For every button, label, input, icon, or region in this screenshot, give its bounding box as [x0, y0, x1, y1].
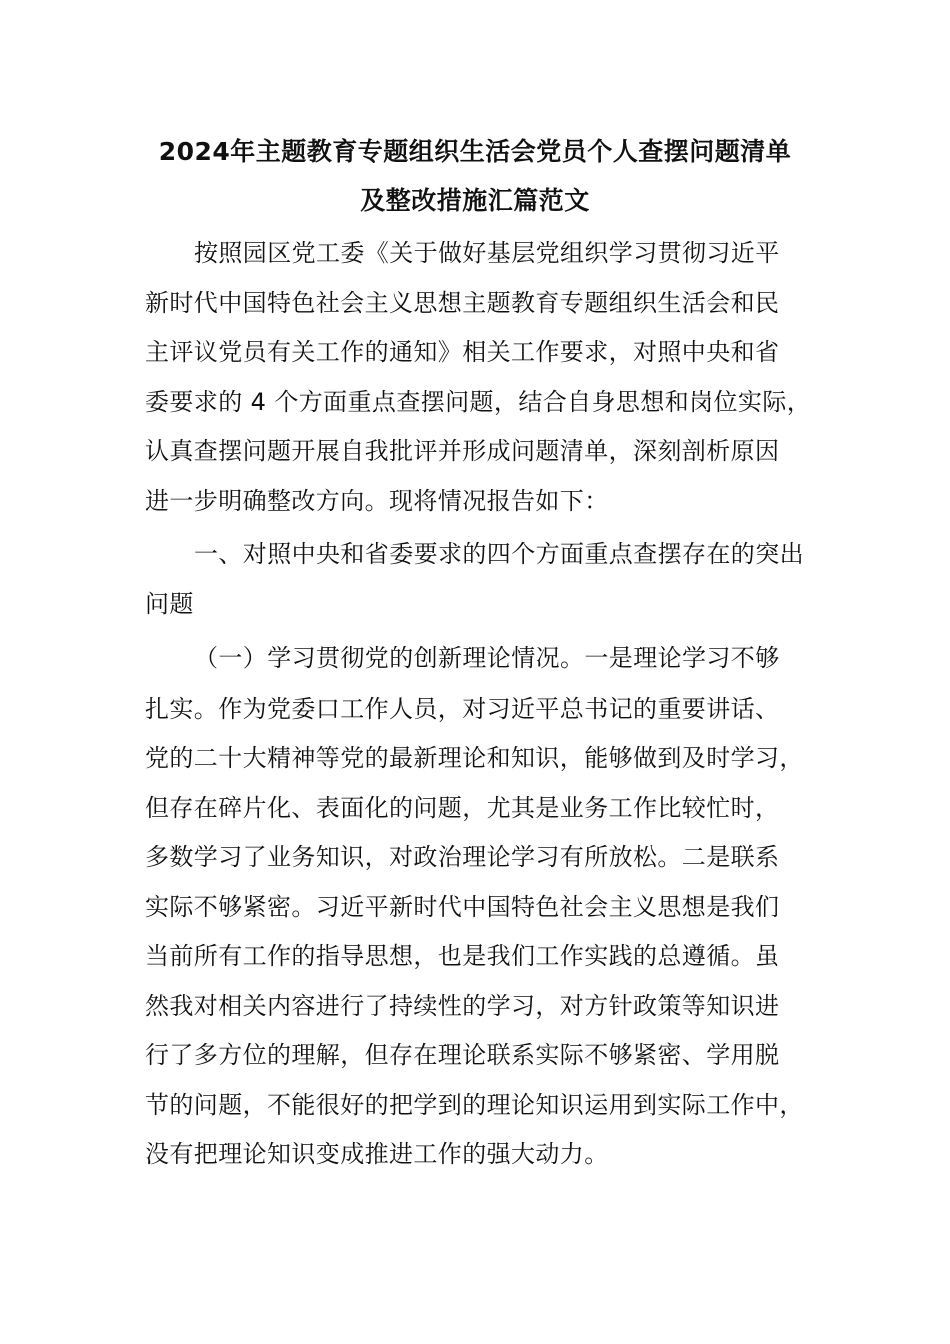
body-line-6: 进一步明确整改方向。现将情况报告如下：	[145, 487, 609, 515]
body-line-13: 当前所有工作的指导思想，也是我们工作实践的总遵循。虽	[145, 942, 780, 970]
document-title-line-1: 2024年主题教育专题组织生活会党员个人查摆问题清单	[158, 137, 792, 166]
body-line-4: 委要求的 4 个方面重点查摆问题，结合自身思想和岗位实际，	[145, 388, 812, 416]
body-line-16: 节的问题，不能很好的把学到的理论知识运用到实际工作中，	[145, 1091, 804, 1119]
body-line-17: 没有把理论知识变成推进工作的强大动力。	[145, 1140, 609, 1168]
body-line-9: 党的二十大精神等党的最新理论和知识，能够做到及时学习，	[145, 744, 804, 772]
body-line-5: 认真查摆问题开展自我批评并形成问题清单，深刻剖析原因	[145, 437, 780, 465]
body-line-15: 行了多方位的理解，但存在理论联系实际不够紧密、学用脱	[145, 1041, 780, 1069]
body-line-3: 主评议党员有关工作的通知》相关工作要求，对照中央和省	[145, 338, 780, 366]
body-line-11: 多数学习了业务知识，对政治理论学习有所放松。二是联系	[145, 843, 780, 871]
body-line-12: 实际不够紧密。习近平新时代中国特色社会主义思想是我们	[145, 893, 780, 921]
document-title-line-2: 及整改措施汇篇范文	[360, 186, 590, 215]
body-line-8: 扎实。作为党委口工作人员，对习近平总书记的重要讲话、	[145, 695, 780, 723]
body-line-1: 按照园区党工委《关于做好基层党组织学习贯彻习近平	[194, 239, 780, 267]
body-line-7: （一）学习贯彻党的创新理论情况。一是理论学习不够	[194, 644, 780, 672]
body-line-14: 然我对相关内容进行了持续性的学习，对方针政策等知识进	[145, 992, 780, 1020]
section-heading-line-2: 问题	[145, 590, 194, 618]
body-line-10: 但存在碎片化、表面化的问题，尤其是业务工作比较忙时，	[145, 794, 780, 822]
section-heading-line-1: 一、对照中央和省委要求的四个方面重点查摆存在的突出	[194, 540, 804, 568]
body-line-2: 新时代中国特色社会主义思想主题教育专题组织生活会和民	[145, 289, 780, 317]
